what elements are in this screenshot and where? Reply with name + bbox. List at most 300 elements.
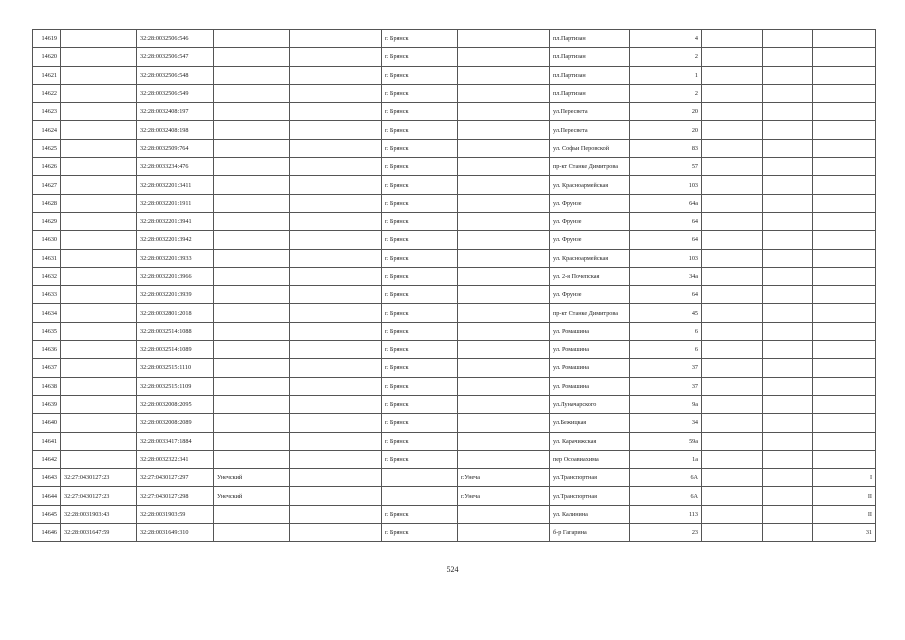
structure-cell xyxy=(763,48,813,66)
building-cell xyxy=(702,395,763,413)
structure-cell xyxy=(763,286,813,304)
town-cell xyxy=(458,176,550,194)
building-cell xyxy=(702,66,763,84)
cadastral-number-cell: 32:28:0032201:3941 xyxy=(137,212,214,230)
town-cell xyxy=(458,395,550,413)
apartment-cell xyxy=(813,66,876,84)
apartment-cell xyxy=(813,286,876,304)
district-cell xyxy=(214,212,290,230)
cadastral-quarter-cell xyxy=(61,231,137,249)
apartment-cell: II xyxy=(813,487,876,505)
table-body xyxy=(33,30,876,542)
table-row xyxy=(33,158,876,176)
cadastral-number-cell: 32:28:0032506:549 xyxy=(137,84,214,102)
settlement-cell xyxy=(290,121,382,139)
table-row xyxy=(33,395,876,413)
street-cell: ул. Фрунзе xyxy=(550,231,630,249)
row-number-cell: 14644 xyxy=(33,487,61,505)
district-cell xyxy=(214,249,290,267)
district-cell xyxy=(214,194,290,212)
cadastral-quarter-cell xyxy=(61,48,137,66)
house-number-cell: 20 xyxy=(630,121,702,139)
structure-cell xyxy=(763,414,813,432)
city-cell: г. Брянск xyxy=(382,176,458,194)
town-cell: г.Унеча xyxy=(458,487,550,505)
street-cell: ул. Ромашина xyxy=(550,341,630,359)
cadastral-quarter-cell xyxy=(61,322,137,340)
table-row xyxy=(33,66,876,84)
city-cell: г. Брянск xyxy=(382,139,458,157)
district-cell xyxy=(214,139,290,157)
district-cell xyxy=(214,414,290,432)
city-cell: г. Брянск xyxy=(382,121,458,139)
cadastral-number-cell: 32:28:0032515:1109 xyxy=(137,377,214,395)
cadastral-quarter-cell xyxy=(61,286,137,304)
cadastral-quarter-cell xyxy=(61,30,137,48)
cadastral-number-cell: 32:28:0032201:1911 xyxy=(137,194,214,212)
cadastral-number-cell: 32:28:0032408:197 xyxy=(137,103,214,121)
cadastral-number-cell: 32:28:0032509:764 xyxy=(137,139,214,157)
street-cell: ул.Луначарского xyxy=(550,395,630,413)
row-number-cell: 14645 xyxy=(33,505,61,523)
settlement-cell xyxy=(290,322,382,340)
settlement-cell xyxy=(290,450,382,468)
structure-cell xyxy=(763,249,813,267)
building-cell xyxy=(702,286,763,304)
city-cell: г. Брянск xyxy=(382,341,458,359)
cadastral-number-cell: 32:28:0032008:2089 xyxy=(137,414,214,432)
city-cell: г. Брянск xyxy=(382,322,458,340)
cadastral-quarter-cell xyxy=(61,359,137,377)
building-cell xyxy=(702,304,763,322)
city-cell: г. Брянск xyxy=(382,48,458,66)
building-cell xyxy=(702,524,763,542)
structure-cell xyxy=(763,194,813,212)
district-cell xyxy=(214,377,290,395)
street-cell: ул. Фрунзе xyxy=(550,212,630,230)
settlement-cell xyxy=(290,66,382,84)
city-cell: г. Брянск xyxy=(382,194,458,212)
apartment-cell xyxy=(813,176,876,194)
cadastral-quarter-cell xyxy=(61,176,137,194)
house-number-cell: 6А xyxy=(630,487,702,505)
house-number-cell: 103 xyxy=(630,249,702,267)
settlement-cell xyxy=(290,30,382,48)
structure-cell xyxy=(763,432,813,450)
house-number-cell: 64 xyxy=(630,231,702,249)
cadastral-quarter-cell xyxy=(61,304,137,322)
district-cell xyxy=(214,359,290,377)
cadastral-quarter-cell xyxy=(61,414,137,432)
settlement-cell xyxy=(290,249,382,267)
building-cell xyxy=(702,322,763,340)
house-number-cell: 45 xyxy=(630,304,702,322)
cadastral-number-cell: 32:28:0032201:3933 xyxy=(137,249,214,267)
row-number-cell: 14639 xyxy=(33,395,61,413)
city-cell: г. Брянск xyxy=(382,505,458,523)
building-cell xyxy=(702,30,763,48)
district-cell xyxy=(214,524,290,542)
city-cell: г. Брянск xyxy=(382,395,458,413)
structure-cell xyxy=(763,450,813,468)
apartment-cell xyxy=(813,414,876,432)
city-cell: г. Брянск xyxy=(382,103,458,121)
district-cell xyxy=(214,432,290,450)
row-number-cell: 14629 xyxy=(33,212,61,230)
building-cell xyxy=(702,487,763,505)
house-number-cell: 59а xyxy=(630,432,702,450)
apartment-cell xyxy=(813,139,876,157)
table-row xyxy=(33,103,876,121)
structure-cell xyxy=(763,377,813,395)
street-cell: ул. Ромашина xyxy=(550,322,630,340)
row-number-cell: 14622 xyxy=(33,84,61,102)
cadastral-number-cell: 32:28:0032201:3966 xyxy=(137,267,214,285)
settlement-cell xyxy=(290,286,382,304)
district-cell xyxy=(214,267,290,285)
cadastral-quarter-cell xyxy=(61,341,137,359)
street-cell: ул.Пересвета xyxy=(550,121,630,139)
structure-cell xyxy=(763,66,813,84)
town-cell xyxy=(458,341,550,359)
house-number-cell: 6 xyxy=(630,341,702,359)
cadastral-quarter-cell xyxy=(61,139,137,157)
street-cell: пл.Партизан xyxy=(550,48,630,66)
cadastral-quarter-cell xyxy=(61,395,137,413)
town-cell xyxy=(458,322,550,340)
structure-cell xyxy=(763,103,813,121)
structure-cell xyxy=(763,231,813,249)
building-cell xyxy=(702,505,763,523)
town-cell xyxy=(458,524,550,542)
cadastral-quarter-cell xyxy=(61,267,137,285)
building-cell xyxy=(702,432,763,450)
district-cell xyxy=(214,286,290,304)
cadastral-quarter-cell xyxy=(61,194,137,212)
apartment-cell xyxy=(813,231,876,249)
table-row xyxy=(33,304,876,322)
building-cell xyxy=(702,231,763,249)
building-cell xyxy=(702,359,763,377)
street-cell: ул. 2-я Почепская xyxy=(550,267,630,285)
street-cell: ул. Фрунзе xyxy=(550,286,630,304)
street-cell: ул. Ромашина xyxy=(550,359,630,377)
settlement-cell xyxy=(290,359,382,377)
city-cell: г. Брянск xyxy=(382,30,458,48)
town-cell xyxy=(458,505,550,523)
city-cell: г. Брянск xyxy=(382,304,458,322)
street-cell: ул. Калинина xyxy=(550,505,630,523)
cadastral-quarter-cell xyxy=(61,450,137,468)
city-cell: г. Брянск xyxy=(382,231,458,249)
cadastral-number-cell: 32:28:0033234:476 xyxy=(137,158,214,176)
cadastral-number-cell: 32:28:0032801:2018 xyxy=(137,304,214,322)
street-cell: ул.Транспортная xyxy=(550,487,630,505)
cadastral-number-cell: 32:28:0032514:1089 xyxy=(137,341,214,359)
city-cell: г. Брянск xyxy=(382,377,458,395)
structure-cell xyxy=(763,158,813,176)
row-number-cell: 14634 xyxy=(33,304,61,322)
row-number-cell: 14626 xyxy=(33,158,61,176)
settlement-cell xyxy=(290,304,382,322)
cadastral-number-cell: 32:28:0032514:1088 xyxy=(137,322,214,340)
apartment-cell xyxy=(813,158,876,176)
row-number-cell: 14625 xyxy=(33,139,61,157)
house-number-cell: 2 xyxy=(630,84,702,102)
registry-table xyxy=(32,29,876,542)
cadastral-number-cell: 32:28:0032506:548 xyxy=(137,66,214,84)
house-number-cell: 20 xyxy=(630,103,702,121)
town-cell xyxy=(458,249,550,267)
house-number-cell: 9а xyxy=(630,395,702,413)
cadastral-quarter-cell xyxy=(61,66,137,84)
structure-cell xyxy=(763,212,813,230)
town-cell xyxy=(458,48,550,66)
apartment-cell xyxy=(813,194,876,212)
cadastral-number-cell: 32:28:0032515:1110 xyxy=(137,359,214,377)
building-cell xyxy=(702,249,763,267)
city-cell: г. Брянск xyxy=(382,450,458,468)
street-cell: пл.Партизан xyxy=(550,84,630,102)
town-cell xyxy=(458,286,550,304)
apartment-cell xyxy=(813,450,876,468)
row-number-cell: 14640 xyxy=(33,414,61,432)
town-cell xyxy=(458,212,550,230)
apartment-cell: 31 xyxy=(813,524,876,542)
settlement-cell xyxy=(290,341,382,359)
house-number-cell: 4 xyxy=(630,30,702,48)
apartment-cell xyxy=(813,48,876,66)
cadastral-quarter-cell xyxy=(61,84,137,102)
district-cell xyxy=(214,176,290,194)
city-cell: г. Брянск xyxy=(382,359,458,377)
apartment-cell xyxy=(813,103,876,121)
house-number-cell: 1а xyxy=(630,450,702,468)
settlement-cell xyxy=(290,432,382,450)
settlement-cell xyxy=(290,469,382,487)
house-number-cell: 37 xyxy=(630,359,702,377)
settlement-cell xyxy=(290,212,382,230)
apartment-cell xyxy=(813,30,876,48)
town-cell xyxy=(458,304,550,322)
building-cell xyxy=(702,414,763,432)
row-number-cell: 14619 xyxy=(33,30,61,48)
district-cell xyxy=(214,66,290,84)
street-cell: пер Осоавиахима xyxy=(550,450,630,468)
town-cell xyxy=(458,158,550,176)
building-cell xyxy=(702,103,763,121)
table-row xyxy=(33,139,876,157)
table-row xyxy=(33,322,876,340)
district-cell xyxy=(214,30,290,48)
row-number-cell: 14624 xyxy=(33,121,61,139)
town-cell xyxy=(458,84,550,102)
district-cell xyxy=(214,48,290,66)
settlement-cell xyxy=(290,103,382,121)
district-cell xyxy=(214,121,290,139)
row-number-cell: 14631 xyxy=(33,249,61,267)
table-row xyxy=(33,30,876,48)
row-number-cell: 14627 xyxy=(33,176,61,194)
settlement-cell xyxy=(290,505,382,523)
district-cell xyxy=(214,322,290,340)
settlement-cell xyxy=(290,194,382,212)
town-cell xyxy=(458,103,550,121)
district-cell xyxy=(214,103,290,121)
house-number-cell: 1 xyxy=(630,66,702,84)
cadastral-number-cell: 32:28:0032322:341 xyxy=(137,450,214,468)
cadastral-quarter-cell: 32:27:0430127:23 xyxy=(61,487,137,505)
district-cell: Унечский xyxy=(214,487,290,505)
table-row xyxy=(33,267,876,285)
apartment-cell xyxy=(813,84,876,102)
row-number-cell: 14641 xyxy=(33,432,61,450)
building-cell xyxy=(702,139,763,157)
apartment-cell xyxy=(813,249,876,267)
street-cell: пр-кт Станке Димитрова xyxy=(550,158,630,176)
apartment-cell: I xyxy=(813,469,876,487)
street-cell: пл.Партизан xyxy=(550,30,630,48)
town-cell: г.Унеча xyxy=(458,469,550,487)
cadastral-quarter-cell: 32:28:0031903:43 xyxy=(61,505,137,523)
table-row xyxy=(33,176,876,194)
cadastral-number-cell: 32:28:0032506:546 xyxy=(137,30,214,48)
house-number-cell: 57 xyxy=(630,158,702,176)
house-number-cell: 6 xyxy=(630,322,702,340)
cadastral-number-cell: 32:28:0032201:3942 xyxy=(137,231,214,249)
row-number-cell: 14643 xyxy=(33,469,61,487)
house-number-cell: 113 xyxy=(630,505,702,523)
house-number-cell: 64 xyxy=(630,286,702,304)
settlement-cell xyxy=(290,524,382,542)
settlement-cell xyxy=(290,414,382,432)
settlement-cell xyxy=(290,139,382,157)
cadastral-quarter-cell xyxy=(61,158,137,176)
cadastral-quarter-cell xyxy=(61,212,137,230)
row-number-cell: 14633 xyxy=(33,286,61,304)
table-row xyxy=(33,194,876,212)
house-number-cell: 64а xyxy=(630,194,702,212)
table-row xyxy=(33,341,876,359)
district-cell xyxy=(214,395,290,413)
town-cell xyxy=(458,121,550,139)
apartment-cell xyxy=(813,322,876,340)
settlement-cell xyxy=(290,48,382,66)
structure-cell xyxy=(763,359,813,377)
city-cell: г. Брянск xyxy=(382,84,458,102)
apartment-cell: II xyxy=(813,505,876,523)
district-cell xyxy=(214,231,290,249)
building-cell xyxy=(702,377,763,395)
cadastral-number-cell: 32:28:0032008:2095 xyxy=(137,395,214,413)
apartment-cell xyxy=(813,359,876,377)
table-row xyxy=(33,487,876,505)
street-cell: ул.Бежицкая xyxy=(550,414,630,432)
apartment-cell xyxy=(813,212,876,230)
building-cell xyxy=(702,121,763,139)
building-cell xyxy=(702,84,763,102)
town-cell xyxy=(458,231,550,249)
house-number-cell: 23 xyxy=(630,524,702,542)
table-row xyxy=(33,450,876,468)
street-cell: б-р Гагарина xyxy=(550,524,630,542)
district-cell xyxy=(214,505,290,523)
apartment-cell xyxy=(813,304,876,322)
house-number-cell: 64 xyxy=(630,212,702,230)
structure-cell xyxy=(763,322,813,340)
structure-cell xyxy=(763,505,813,523)
house-number-cell: 37 xyxy=(630,377,702,395)
city-cell: г. Брянск xyxy=(382,286,458,304)
town-cell xyxy=(458,377,550,395)
city-cell: г. Брянск xyxy=(382,158,458,176)
table-row xyxy=(33,359,876,377)
apartment-cell xyxy=(813,267,876,285)
town-cell xyxy=(458,414,550,432)
row-number-cell: 14621 xyxy=(33,66,61,84)
apartment-cell xyxy=(813,377,876,395)
cadastral-number-cell: 32:28:0032506:547 xyxy=(137,48,214,66)
row-number-cell: 14623 xyxy=(33,103,61,121)
cadastral-quarter-cell: 32:27:0430127:23 xyxy=(61,469,137,487)
settlement-cell xyxy=(290,487,382,505)
cadastral-number-cell: 32:28:0032201:3411 xyxy=(137,176,214,194)
row-number-cell: 14632 xyxy=(33,267,61,285)
row-number-cell: 14637 xyxy=(33,359,61,377)
house-number-cell: 34а xyxy=(630,267,702,285)
settlement-cell xyxy=(290,395,382,413)
town-cell xyxy=(458,267,550,285)
page-number: 524 xyxy=(446,565,459,574)
settlement-cell xyxy=(290,377,382,395)
row-number-cell: 14620 xyxy=(33,48,61,66)
town-cell xyxy=(458,139,550,157)
row-number-cell: 14636 xyxy=(33,341,61,359)
table-row xyxy=(33,377,876,395)
city-cell: г. Брянск xyxy=(382,414,458,432)
city-cell: г. Брянск xyxy=(382,432,458,450)
row-number-cell: 14635 xyxy=(33,322,61,340)
row-number-cell: 14638 xyxy=(33,377,61,395)
table-row xyxy=(33,432,876,450)
table-row xyxy=(33,469,876,487)
cadastral-quarter-cell xyxy=(61,121,137,139)
structure-cell xyxy=(763,139,813,157)
district-cell xyxy=(214,304,290,322)
cadastral-quarter-cell xyxy=(61,377,137,395)
apartment-cell xyxy=(813,341,876,359)
building-cell xyxy=(702,158,763,176)
town-cell xyxy=(458,450,550,468)
street-cell: ул.Транспортная xyxy=(550,469,630,487)
building-cell xyxy=(702,48,763,66)
apartment-cell xyxy=(813,395,876,413)
town-cell xyxy=(458,30,550,48)
town-cell xyxy=(458,66,550,84)
building-cell xyxy=(702,450,763,468)
table-row xyxy=(33,286,876,304)
table-row xyxy=(33,505,876,523)
apartment-cell xyxy=(813,121,876,139)
table-row xyxy=(33,414,876,432)
building-cell xyxy=(702,212,763,230)
structure-cell xyxy=(763,267,813,285)
settlement-cell xyxy=(290,231,382,249)
house-number-cell: 34 xyxy=(630,414,702,432)
house-number-cell: 83 xyxy=(630,139,702,157)
city-cell xyxy=(382,469,458,487)
building-cell xyxy=(702,176,763,194)
